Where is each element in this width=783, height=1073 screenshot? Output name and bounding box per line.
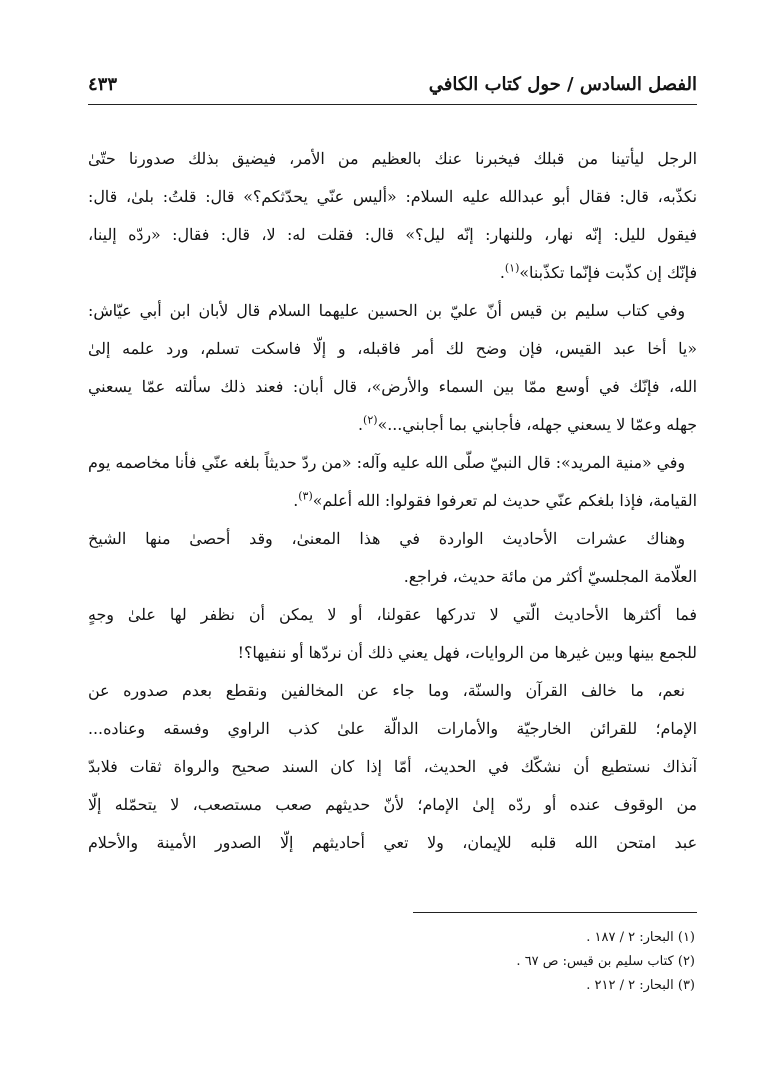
line-text: آنذاك نستطيع أن نشكّك في الحديث، أمّا إذا كان السند صحيح والرواة ثقات فلابدّ bbox=[88, 757, 697, 776]
footnote-marker: (٢) bbox=[363, 413, 378, 427]
footnote-divider bbox=[413, 912, 697, 913]
body-line bbox=[88, 824, 697, 862]
line-text: فما أكثرها الأحاديث الّتي لا تدركها عقولنا، أو لا يمكن أن نظفر لها علىٰ وجهٍ bbox=[88, 605, 697, 624]
footnote-1: (١) البحار: ٢ / ١٨٧ . bbox=[586, 930, 695, 945]
line-text: الله، فإنّك في أوسع ممّا بين السماء والأرض»، قال أبان: فعند ذلك سألته عمّا يسعني bbox=[88, 377, 697, 396]
footnote-3: (٣) البحار: ٢ / ٢١٢ . bbox=[586, 978, 695, 993]
footnote-2: (٢) كتاب سليم بن قيس: ص ٦٧ . bbox=[516, 954, 695, 969]
line-text: فيقول لليل: إنّه نهار، وللنهار: إنّه ليل؟» قال: فقلت له: لا، قال: فقال: «ردّه إلينا، bbox=[88, 225, 697, 244]
line-text: وهناك عشرات الأحاديث الواردة في هذا المعنىٰ، وقد أحصىٰ منها الشيخ bbox=[88, 529, 685, 548]
line-text: من الوقوف عنده أو ردّه إلىٰ الإمام؛ لأنّ حديثهم صعب مستصعب، لا يتحمّله إلّا bbox=[88, 795, 697, 814]
line-text: الرجل ليأتينا من قبلك فيخبرنا عنك بالعظيم من الأمر، فيضيق بذلك صدورنا حتّىٰ bbox=[88, 149, 697, 168]
body-line bbox=[88, 178, 697, 216]
body-line bbox=[88, 558, 697, 596]
body-line bbox=[88, 406, 697, 444]
header-divider bbox=[88, 104, 697, 105]
footnotes bbox=[275, 926, 695, 998]
line-text: للجمع بينها وبين غيرها من الروايات، فهل يعني ذلك أن نردّها أو ننفيها؟! bbox=[237, 643, 697, 662]
line-text: القيامة، فإذا بلغكم عنّي حديث لم تعرفوا فقولوا: الله أعلم» bbox=[312, 491, 697, 510]
body-line bbox=[88, 672, 697, 710]
body-line bbox=[88, 634, 697, 672]
line-tail: . bbox=[293, 491, 299, 510]
line-text: نعم، ما خالف القرآن والسنّة، وما جاء عن المخالفين ونقطع بعدم صدوره عن bbox=[88, 681, 685, 700]
chapter-title: الفصل السادس / حول كتاب الكافي bbox=[428, 73, 697, 95]
footnote-marker: (١) bbox=[504, 261, 520, 275]
body-line bbox=[88, 482, 697, 520]
line-text: فإنّك إن كذّبت فإنّما تكذّبنا» bbox=[519, 263, 697, 282]
body-line bbox=[88, 786, 697, 824]
page-number: ٤٣٣ bbox=[88, 73, 118, 95]
line-text: عبد امتحن الله قلبه للإيمان، ولا تعي أحاديثهم إلّا الصدور الأمينة والأحلام bbox=[88, 833, 697, 852]
body-line bbox=[88, 596, 697, 634]
body-line bbox=[88, 748, 697, 786]
line-text: وفي «منية المريد»: قال النبيّ صلّى الله عليه وآله: «من ردّ حديثاً بلغه عنّي فأنا مخاصمه يوم bbox=[88, 453, 685, 472]
body-line bbox=[88, 520, 697, 558]
body-line bbox=[88, 710, 697, 748]
body-line bbox=[88, 216, 697, 254]
page-header bbox=[88, 66, 697, 102]
line-tail: . bbox=[358, 415, 364, 434]
body-line bbox=[88, 368, 697, 406]
line-text: نكذّبه، قال: فقال أبو عبدالله عليه السلام: «أليس عنّي يحدّثكم؟» قال: قلتُ: بلىٰ، قال: bbox=[88, 187, 697, 206]
body-line bbox=[88, 444, 697, 482]
body-line bbox=[88, 140, 697, 178]
body-line bbox=[88, 292, 697, 330]
line-text: الإمام؛ للقرائن الخارجيّة والأمارات الدالّة علىٰ كذب الراوي وفسقه وعناده... bbox=[88, 719, 697, 738]
line-text: العلّامة المجلسيّ أكثر من مائة حديث، فراجع. bbox=[403, 567, 697, 586]
body-text bbox=[88, 140, 697, 862]
line-text: «يا أخا عبد القيس، فإن وضح لك أمر فاقبله، و إلّا فاسكت تسلم، ورد علمه إلىٰ bbox=[88, 339, 697, 358]
line-text: وفي كتاب سليم بن قيس أنّ عليّ بن الحسين عليهما السلام قال لأبان ابن أبي عيّاش: bbox=[88, 301, 685, 320]
body-line bbox=[88, 254, 697, 292]
footnote-marker: (٣) bbox=[298, 489, 313, 503]
line-tail: . bbox=[499, 263, 505, 282]
body-line bbox=[88, 330, 697, 368]
line-text: جهله وعمّا لا يسعني جهله، فأجابني بما أجابني...» bbox=[377, 415, 697, 434]
